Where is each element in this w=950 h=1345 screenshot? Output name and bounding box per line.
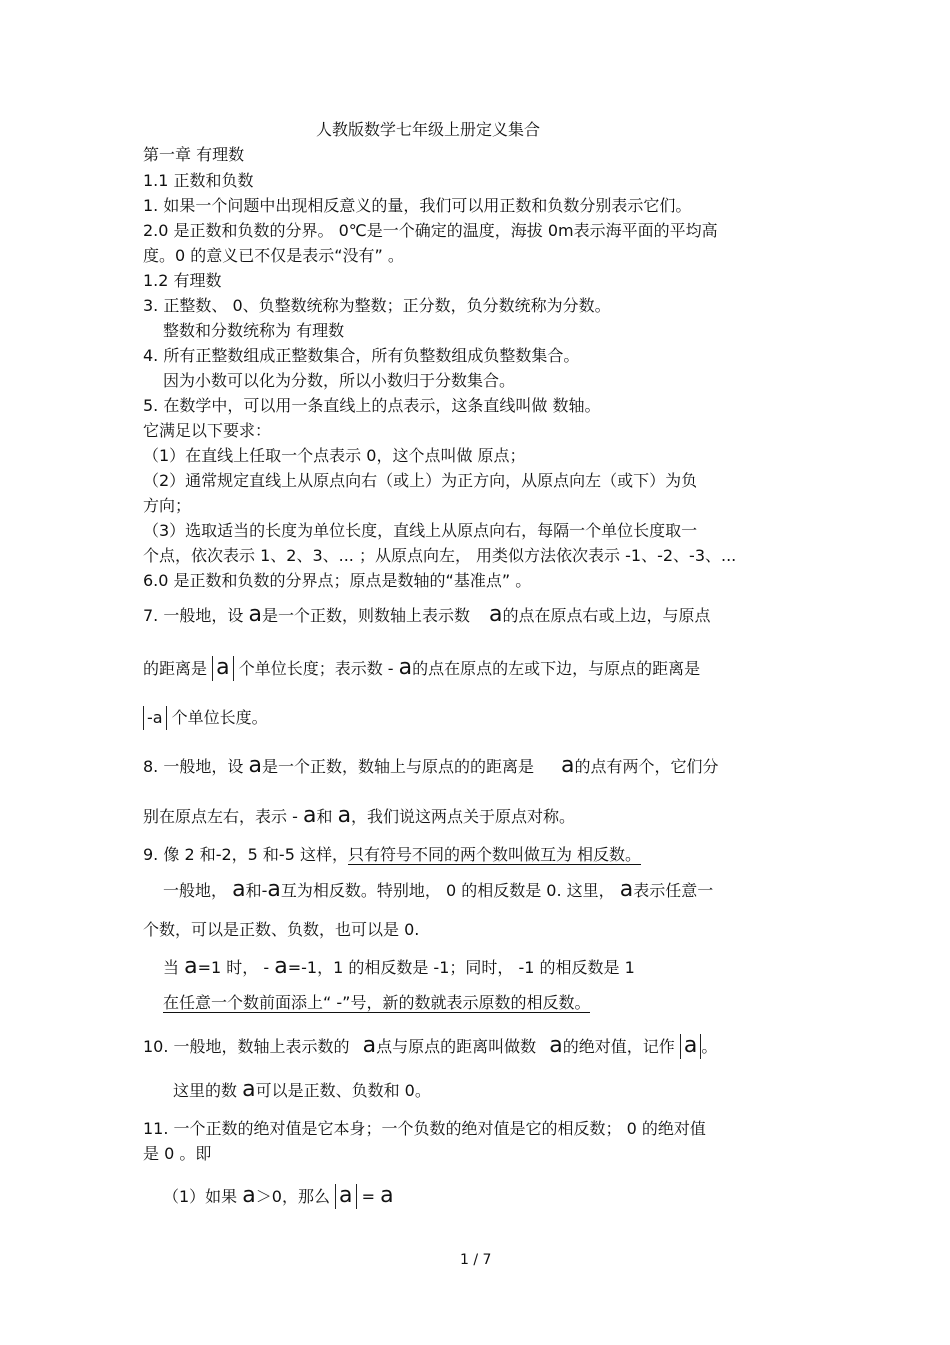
text: ，我们说这两点关于原点对称。 <box>351 807 576 826</box>
text: 的距离是 <box>143 659 208 678</box>
underlined-text: 在任意一个数前面添上“ -”号，新的数就表示原数的相反数。 <box>163 993 591 1012</box>
paragraph: 它满足以下要求： <box>143 421 272 440</box>
text: 是一个正数，则数轴上表示数 <box>261 606 470 625</box>
text: ＞0，那么 <box>255 1187 330 1206</box>
text: 。 <box>701 1037 718 1056</box>
equals: = <box>361 1187 376 1206</box>
paragraph-9-line-5 <box>163 993 590 1013</box>
page-title: 人教版数学七年级上册定义集合 <box>316 120 541 139</box>
text: 一般地， <box>163 881 228 900</box>
var-a: a <box>619 877 634 902</box>
text: 的绝对值，记作 <box>562 1037 675 1056</box>
paragraph-10-line-1 <box>143 1034 717 1059</box>
paragraph: 是 0 。即 <box>143 1144 212 1163</box>
text: 10. 一般地，数轴上表示数的 <box>143 1037 350 1056</box>
text: 当 <box>163 958 180 977</box>
text: 互为相反数。特别地， 0 的相反数是 0. 这里， <box>280 881 615 900</box>
text: 这里的数 <box>173 1081 238 1100</box>
text: 和 <box>316 807 333 826</box>
var-a: a <box>267 877 281 902</box>
text: 可以是正数、负数和 0。 <box>255 1081 431 1100</box>
section-heading: 1.2 有理数 <box>143 271 222 290</box>
paragraph-7-line-3 <box>143 706 268 730</box>
paragraph-8-line-2 <box>143 803 576 828</box>
section-heading: 1.1 正数和负数 <box>143 171 254 190</box>
paragraph-9-line-2 <box>163 877 714 902</box>
paragraph-7-line-2 <box>143 656 700 681</box>
paragraph: （1）在直线上任取一个点表示 0，这个点叫做 原点； <box>143 446 526 465</box>
text: 个单位长度。 <box>171 708 268 727</box>
text: 和- <box>245 881 268 900</box>
paragraph: （2）通常规定直线上从原点向右（或上）为正方向，从原点向左（或下）为负 <box>143 471 698 490</box>
paragraph-10-line-2 <box>173 1077 431 1102</box>
text: 点与原点的距离叫做数 <box>376 1037 537 1056</box>
paragraph: 2.0 是正数和负数的分界。 0℃是一个确定的温度，海拔 0m表示海平面的平均高 <box>143 221 718 240</box>
var-a: a <box>184 954 198 979</box>
var-a: a <box>561 753 575 778</box>
page-number: 1 / 7 <box>460 1252 492 1268</box>
paragraph: 11. 一个正数的绝对值是它本身；一个负数的绝对值是它的相反数； 0 的绝对值 <box>143 1119 706 1138</box>
paragraph: 6.0 是正数和负数的分界点；原点是数轴的“基准点” 。 <box>143 571 532 590</box>
var-a: a <box>248 602 262 627</box>
var-a: a <box>248 753 262 778</box>
var-a: a <box>362 1033 377 1058</box>
underlined-text: 只有符号不同的两个数叫做互为 相反数。 <box>347 845 642 864</box>
abs-neg-a: -a <box>143 706 167 730</box>
paragraph: 5. 在数学中，可以用一条直线上的点表示，这条直线叫做 数轴。 <box>143 396 601 415</box>
var-a: a <box>489 602 503 627</box>
paragraph: 个点，依次表示 1、2、3、... ；从原点向左， 用类似方法依次表示 -1、-2、-3、... <box>143 546 737 565</box>
text: （1）如果 <box>163 1187 238 1206</box>
text: - <box>387 659 394 678</box>
text: 的点有两个，它们分 <box>574 757 719 776</box>
paragraph: 整数和分数统称为 有理数 <box>163 321 345 340</box>
abs-a: a <box>335 1184 356 1209</box>
paragraph-9-line-4 <box>163 954 635 979</box>
paragraph-7-line-1 <box>143 602 711 627</box>
var-a: a <box>380 1183 394 1208</box>
text: 8. 一般地，设 <box>143 757 244 776</box>
text: 9. 像 2 和-2，5 和-5 这样， <box>143 845 348 864</box>
paragraph: 1. 如果一个问题中出现相反意义的量，我们可以用正数和负数分别表示它们。 <box>143 196 692 215</box>
text: 个单位长度；表示数 <box>238 659 383 678</box>
abs-a: a <box>212 656 233 681</box>
var-a: a <box>549 1033 563 1058</box>
var-a: a <box>337 803 352 828</box>
paragraph: 因为小数可以化为分数，所以小数归于分数集合。 <box>163 371 516 390</box>
text: 是一个正数，数轴上与原点的的距离是 <box>261 757 534 776</box>
paragraph: 4. 所有正整数组成正整数集合，所有负整数组成负整数集合。 <box>143 346 580 365</box>
chapter-heading: 第一章 有理数 <box>143 145 245 164</box>
text: 7. 一般地，设 <box>143 606 244 625</box>
text: 的点在原点的左或下边，与原点的距离是 <box>412 659 701 678</box>
paragraph-8-line-1 <box>143 753 719 778</box>
abs-a: a <box>680 1034 701 1059</box>
paragraph: （3）选取适当的长度为单位长度，直线上从原点向右，每隔一个单位长度取一 <box>143 521 698 540</box>
var-a: a <box>242 1183 256 1208</box>
text: =1 时， - <box>197 958 270 977</box>
paragraph: 方向； <box>143 496 192 515</box>
paragraph: 3. 正整数、 0、负整数统称为整数；正分数，负分数统称为分数。 <box>143 296 611 315</box>
var-a: a <box>232 877 246 902</box>
var-a: a <box>274 954 288 979</box>
paragraph: 度。0 的意义已不仅是表示“没有” 。 <box>143 246 404 265</box>
text: 别在原点左右，表示 - <box>143 807 298 826</box>
var-a: a <box>302 803 317 828</box>
var-a: a <box>242 1077 256 1102</box>
var-a: a <box>398 655 413 680</box>
text: 的点在原点右或上边，与原点 <box>502 606 711 625</box>
paragraph-9-line-3: 个数，可以是正数、负数，也可以是 0. <box>143 920 420 939</box>
paragraph-9-line-1 <box>143 845 641 865</box>
paragraph-11-line-3 <box>163 1184 394 1209</box>
text: 表示任意一 <box>633 881 714 900</box>
text: =-1，1 的相反数是 -1；同时， -1 的相反数是 1 <box>287 958 635 977</box>
